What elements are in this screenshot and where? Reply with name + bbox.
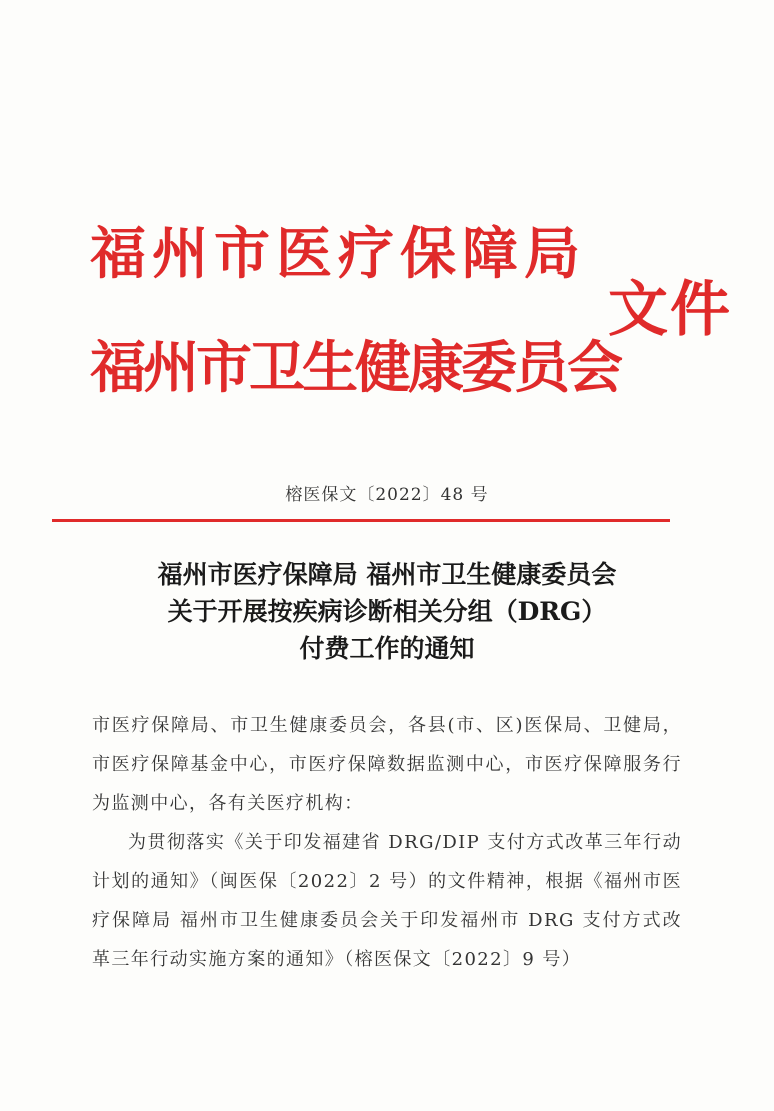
title-line-3: 付费工作的通知 [299,634,475,663]
red-divider-line [52,519,670,522]
body-paragraph-1: 为贯彻落实《关于印发福建省 DRG/DIP 支付方式改革三年行动计划的通知》（闽医保〔2022〕2 号）的文件精神，根据《福州市医疗保障局 福州市卫生健康委员会关于印发福州市 DRG 支付方式改革三年行动实施方案的通知》（榕医保文〔2022〕9 号） [92,832,682,970]
addressees-paragraph: 市医疗保障局、市卫生健康委员会，各县(市、区)医保局、卫健局，市医疗保障基金中心，市医疗保障数据监测中心，市医疗保障服务行为监测中心，各有关医疗机构： [92,715,682,814]
issuer-header [90,222,730,422]
issuer-document-label: 文件 [608,275,732,345]
document-title [0,556,774,667]
document-number: 榕医保文〔2022〕48 号 [285,485,489,505]
document-body [92,706,682,979]
title-line-1: 福州市医疗保障局 福州市卫生健康委员会 [157,560,617,589]
title-line-2: 关于开展按疾病诊断相关分组（DRG） [167,597,607,626]
issuer-name-health-commission: 福州市卫生健康委员会 [90,335,620,401]
issuer-name-medical-security-bureau: 福州市医疗保障局 [90,221,586,287]
